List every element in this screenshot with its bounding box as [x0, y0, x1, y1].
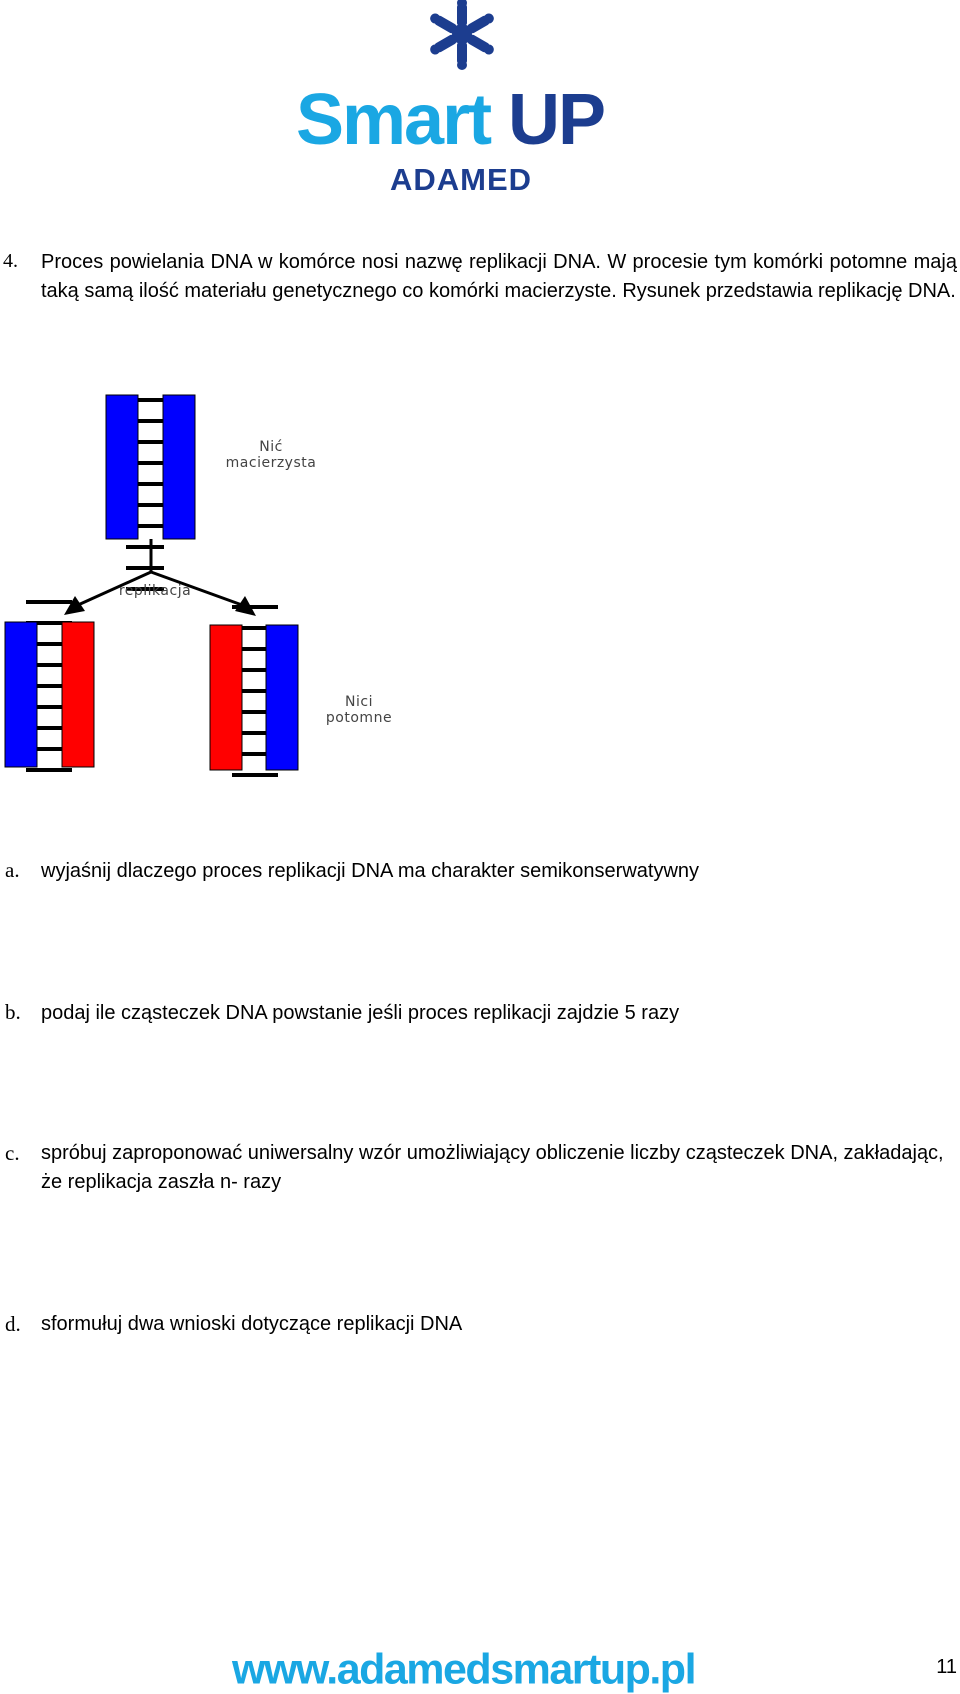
label-children-line1: Nici [345, 694, 373, 710]
question-a-letter: a. [5, 858, 20, 882]
daughter1-new-strand [62, 622, 94, 767]
smartup-adamed-logo [296, 0, 626, 200]
logo-up-text: UP [508, 80, 605, 160]
label-parent-line1: Nić [259, 439, 283, 455]
label-parent-line2: macierzysta [225, 455, 317, 471]
page-number: 11 [936, 1656, 957, 1678]
daughter2-new-strand [210, 625, 242, 770]
daughter2-old-strand [266, 625, 298, 770]
question-d-letter: d. [5, 1312, 21, 1336]
logo-graphic [296, 0, 626, 200]
asterisk-logo-icon [428, 0, 495, 70]
task-description: Proces powielania DNA w komórce nosi nazwę replikacji DNA. W procesie tym komórki potomne mają taką samą ilość materiału genetycznego co komórki macierzyste. Rysunek przedstawia replikację DNA. [41, 251, 957, 302]
question-c-letter: c. [5, 1141, 20, 1165]
parent-strand-left [106, 395, 138, 539]
question-a-text: wyjaśnij dlaczego proces replikacji DNA ma charakter semikonserwatywny [41, 860, 700, 882]
diagram-graphic [0, 385, 420, 785]
label-children-line2: potomne [325, 710, 393, 726]
daughter1-old-strand [5, 622, 37, 767]
question-b-letter: b. [5, 1000, 21, 1024]
logo-smart-text: Smart [296, 80, 491, 160]
dna-replication-diagram [0, 385, 420, 785]
question-c-text: spróbuj zaproponować uniwersalny wzór umożliwiający obliczenie liczby cząsteczek DNA, zakładając, że replikacja zaszła n- razy [41, 1142, 944, 1193]
footer-website-link[interactable]: www.adamedsmartup.pl [232, 1645, 696, 1694]
task-number: 4. [3, 250, 18, 272]
arrow-left-head [64, 596, 85, 615]
parent-strand-right [163, 395, 195, 539]
logo-adamed-text: ADAMED [389, 162, 533, 197]
label-process: replikacja [118, 583, 192, 599]
daughter-dna-molecule-2 [210, 607, 298, 775]
question-b-text: podaj ile cząsteczek DNA powstanie jeśli proces replikacji zajdzie 5 razy [41, 1002, 680, 1024]
question-d-text: sformułuj dwa wnioski dotyczące replikacji DNA [41, 1313, 463, 1335]
daughter-dna-molecule-1 [5, 602, 94, 770]
